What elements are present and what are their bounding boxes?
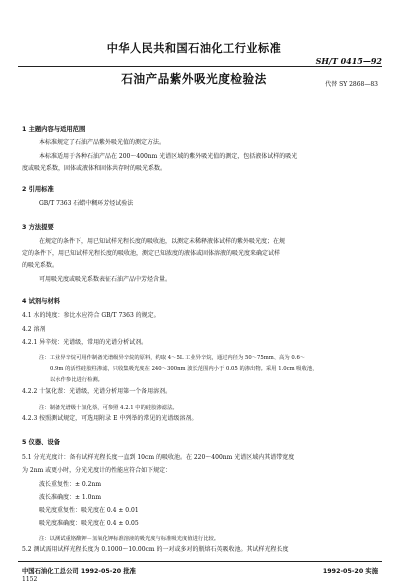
section-2-reference: GB/T 7363 石蜡中稠环芳烃试验法 [39, 200, 134, 207]
item-4-2-2: 4.2.2 十氢化萘：光谱级，光谱分析用第一个备用溶剂。 [22, 388, 172, 395]
note-5-1: 注：以测试重铬酸钾－氢氧化钾标准溶液的吸光度与标准吸光度值进行比较。 [39, 536, 220, 542]
spec-absorbance-repeatability: 吸光度重复性：吸光度在 0.4 ± 0.01 [39, 507, 139, 514]
section-1-para-2: 本标准适用于各种石油产品在 200～400nm 光谱区域的紫外吸光值的测定，包括液体试样的吸光 [39, 153, 298, 160]
section-1-para-1: 本标准规定了石油产品紫外吸光值的测定方法。 [39, 139, 166, 146]
replaces-standard: 代替 SY 2868—83 [325, 81, 378, 88]
item-5-1-cont: 为 2nm 或更小时，分光光度计的性能应符合如下规定： [22, 467, 172, 474]
header-rule [18, 66, 382, 67]
item-4-2-3: 4.2.3 按照测试规定，可选用附录 E 中列举的常见的光谱级溶剂。 [22, 415, 198, 422]
item-4-2: 4.2 溶剂 [22, 326, 46, 333]
section-2-heading: 2 引用标准 [22, 186, 54, 193]
standard-number: SH/T 0415—92 [315, 56, 382, 66]
footer-rule [18, 561, 382, 562]
item-4-2-1: 4.2.1 异辛烷：光谱级，常用的光谱分析试剂。 [22, 339, 148, 346]
note-4-2-2: 注：制备光谱级十氢化萘，可参照 4.2.1 中的硅胶渗滤法。 [39, 405, 178, 411]
spec-wavelength-repeatability: 波长重复性：± 0.2nm [39, 481, 102, 488]
page-number: 1152 [22, 576, 38, 583]
section-1-heading: 1 主题内容与适用范围 [22, 126, 86, 133]
section-3-para-1-end: 的吸光系数。 [22, 262, 59, 269]
spec-wavelength-accuracy: 波长准确度：± 1.0nm [39, 494, 102, 501]
section-3-heading: 3 方法提要 [22, 224, 54, 231]
note-4-2-1-line-2: 0.9m 的活性硅胶柱渗滤，只收集吸光度在 240～300nm 波长范围内小于 0.05 的渗出物。采用 1.0cm 吸收池， [50, 366, 318, 372]
item-4-1: 4.1 水的纯度：参比水应符合 GB/T 7363 的规定。 [22, 312, 160, 319]
note-4-2-1-line-3: 以水作参比进行检测。 [50, 377, 103, 383]
spec-absorbance-accuracy: 吸光度准确度：吸光度在 0.4 ± 0.05 [39, 520, 139, 527]
issuing-organization: 中华人民共和国石油化工行业标准 [106, 41, 282, 55]
section-3-para-1: 在规定的条件下，用已知试样光程长度的吸收池，以测定未稀释液体试样的紫外吸光度；在规 [39, 238, 286, 245]
section-3-para-1-cont: 定的条件下，用已知试样光程长度的吸收池，测定已知浓度的液体或固体溶液的吸光度来确定试样 [22, 250, 281, 257]
section-5-heading: 5 仪器、设备 [22, 439, 61, 446]
item-5-2: 5.2 测试需用试样光程长度为 0.1000～10.00cm 的一对或多对的瓶熔石英吸收池。其试样光程长度 [22, 546, 289, 553]
implementation-date: 1992-05-20 实施 [322, 568, 378, 575]
section-4-heading: 4 试剂与材料 [22, 298, 61, 305]
note-4-2-1-line-1: 注：工业异辛烷可用作制备光谱级异辛烷的原料，约取 4～5L 工业异辛烷，通过内径为 50～75mm、高为 0.6～ [39, 355, 306, 361]
section-1-para-2-cont: 度或吸光系数，固体或液体和固体共存时的吸光系数。 [22, 165, 167, 172]
document-title: 石油产品紫外吸光度检验法 [121, 72, 267, 86]
approval-line: 中国石油化工总公司 1992-05-20 批准 [22, 568, 136, 575]
item-5-1: 5.1 分光光度计：备有试样光程长度一直到 10cm 的吸收池。在 220～400nm 光谱区域内其谱带宽度 [22, 454, 295, 461]
section-3-para-2: 可用吸光度或吸光系数表征石油产品中芳烃含量。 [39, 276, 172, 283]
